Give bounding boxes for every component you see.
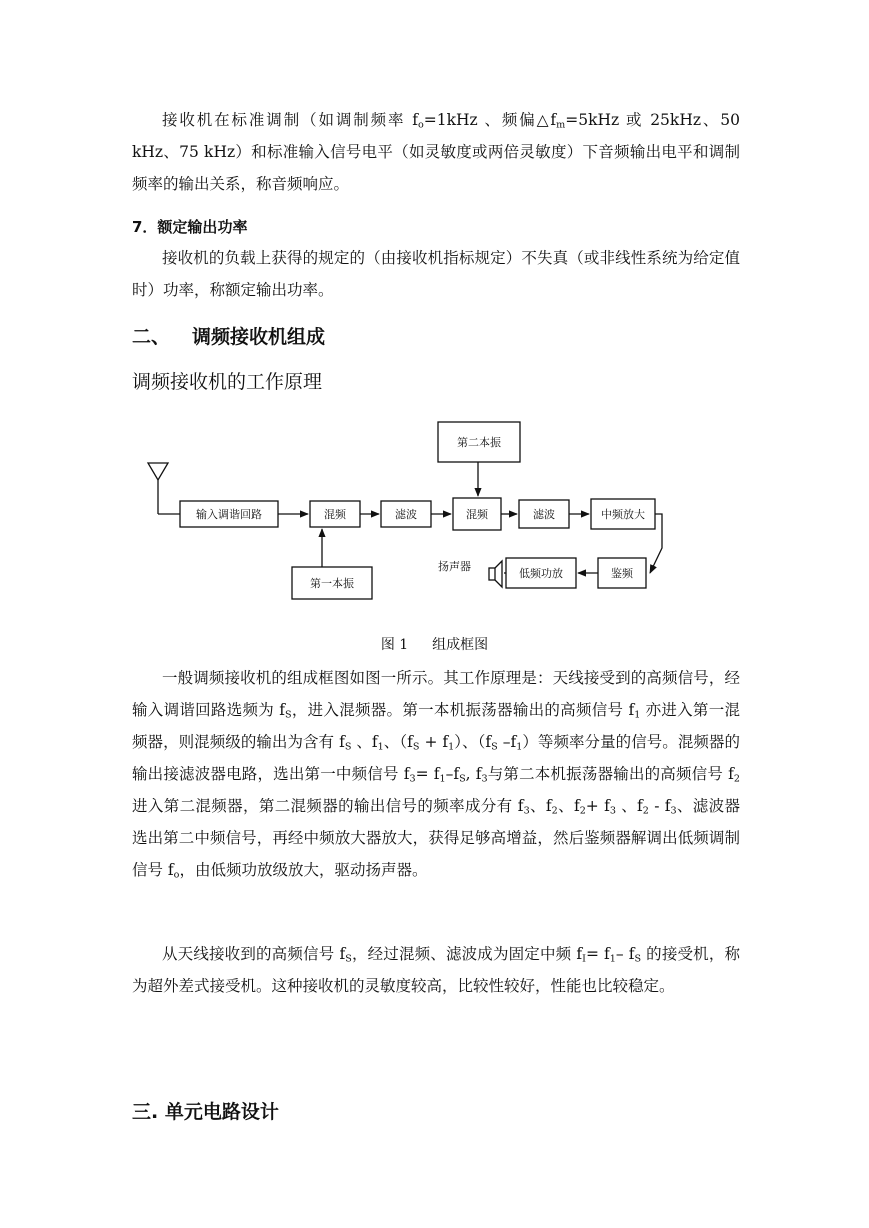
subscript: 2 (551, 805, 558, 817)
label-filter-1: 滤波 (395, 508, 417, 521)
subscript: o (173, 869, 180, 881)
paragraph-working-principle (132, 662, 740, 886)
text-run: - f (648, 797, 671, 815)
section-heading-3: 三. 单元电路设计 (132, 1101, 279, 1123)
text-run: ）、（f (454, 733, 492, 751)
subscript: S (285, 709, 292, 721)
subscript: S (412, 741, 420, 753)
subscript: 1 (448, 741, 455, 753)
text-run: 、滤波器选出第二中频信号，再经中频放大器放大，获得足够高增益，然后鉴频器解调出低频调制信号 f (132, 797, 740, 879)
text-run: 的接受机，称为超外差式接受机。这种接收机的灵敏度较高，比较性较好，性能也比较稳定。 (132, 945, 741, 995)
text-run: 一般调频接收机的组成框图如图一所示。其工作原理是：天线接受到的高频信号，经输入调谐回路选频为 f (132, 669, 740, 719)
subscript: S (345, 953, 352, 965)
subscript: 3 (670, 805, 677, 817)
subscript: 3 (409, 773, 416, 785)
subscript: o (417, 119, 424, 131)
subscript: 3 (523, 805, 530, 817)
label-if-amp: 中频放大 (601, 508, 645, 521)
paragraph-superheterodyne (132, 938, 740, 1002)
subscript: 1 (377, 741, 384, 753)
text-run: – f (615, 945, 635, 963)
section-heading-2 (132, 322, 325, 349)
subscript: S (459, 773, 466, 785)
text-run: 进入第二混频器，第二混频器的输出信号的频率成分有 f (132, 797, 524, 815)
figure-caption (0, 634, 869, 654)
subscript: S (491, 741, 498, 753)
speaker-icon (489, 561, 502, 587)
subscript: 1 (516, 741, 523, 753)
subscript: S (634, 953, 642, 965)
figure-title: 组成框图 (432, 637, 489, 653)
subscript: 2 (642, 805, 649, 817)
text-run: 接收机在标准调制（如调制频率 f (162, 111, 418, 129)
text-run: =1kHz 、频偏△f (423, 111, 557, 129)
text-run: 与第二本机振荡器输出的高频信号 f (487, 765, 734, 783)
label-lo-1: 第一本振 (310, 577, 354, 590)
subscript: 1 (439, 773, 446, 785)
text-run: ，进入混频器。第一本机振荡器输出的高频信号 f (291, 701, 635, 719)
text-run: 、f (351, 733, 378, 751)
subscript: S (344, 741, 352, 753)
paragraph-rated-output-power: 接收机的负载上获得的规定的（由接收机指标规定）不失真（或非线性系统为给定值时）功率，称额定输出功率。 (132, 249, 740, 299)
subscript: 3 (609, 805, 616, 817)
label-mixer-2: 混频 (466, 508, 488, 521)
subscript: I (582, 953, 586, 965)
text-run: = f (415, 765, 440, 783)
text-run: 、f (557, 797, 580, 815)
text-run: ，由低频功放级放大，驱动扬声器。 (179, 861, 428, 879)
label-lf-amp: 低频功放 (519, 567, 563, 580)
label-filter-2: 滤波 (533, 508, 555, 521)
subscript: 1 (609, 953, 616, 965)
paragraph-audio-response (132, 104, 740, 200)
text-run: ）等频率分量的信号。混频器的输出接滤波器电路，选出第一中频信号 f (132, 733, 740, 783)
text-run: + f (419, 733, 449, 751)
text-run: –f (497, 733, 517, 751)
label-mixer-1: 混频 (324, 508, 346, 521)
text-run: + f (585, 797, 610, 815)
text-run: = f (585, 945, 610, 963)
subscript: 3 (481, 773, 488, 785)
block-diagram (0, 410, 869, 625)
label-discriminator: 鉴频 (611, 567, 633, 580)
subscript: 1 (634, 709, 641, 721)
antenna-icon (148, 463, 180, 514)
text-run: 、f (615, 797, 643, 815)
label-speaker: 扬声器 (438, 560, 471, 573)
subscript: 2 (579, 805, 586, 817)
text-run: –f (445, 765, 460, 783)
text-run: 亦进入第一混频器，则混频级的输出为含有 f (132, 701, 740, 751)
text-run: 从天线接收到的高频信号 f (162, 945, 346, 963)
label-input-tuning: 输入调谐回路 (196, 508, 262, 521)
heading-rated-output-power: 7．额定输出功率 (132, 218, 248, 236)
section-number: 二、 (132, 326, 171, 348)
subscript: m (556, 119, 566, 131)
label-lo-2: 第二本振 (457, 436, 501, 449)
text-run: , f (465, 765, 482, 783)
figure-number: 图 1 (380, 637, 409, 653)
subheading-working-principle: 调频接收机的工作原理 (132, 371, 323, 393)
text-run: 、（f (383, 733, 413, 751)
text-run: ，经过混频、滤波成为固定中频 f (351, 945, 583, 963)
text-run: =5kHz 或 25kHz、50 kHz、75 kHz）和标准输入信号电平（如灵敏度或两倍灵敏度）下音频输出电平和调制频率的输出关系，称音频响应。 (132, 111, 740, 193)
subscript: 2 (733, 773, 741, 785)
section-title: 调频接收机组成 (192, 326, 326, 348)
text-run: 、f (529, 797, 552, 815)
